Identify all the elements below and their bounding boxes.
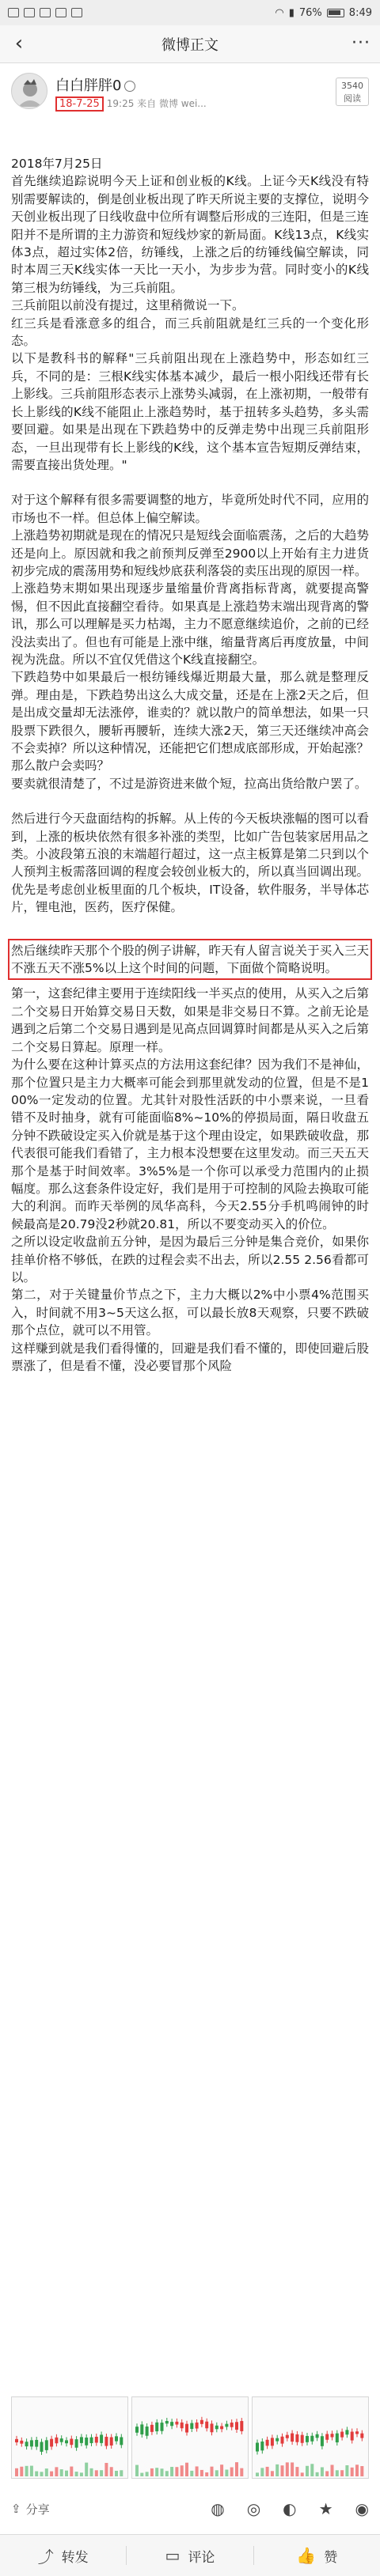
wifi-icon: ◠ bbox=[275, 6, 284, 19]
more-icon[interactable]: ··· bbox=[352, 33, 370, 53]
candle-body bbox=[271, 2438, 274, 2445]
candle-body bbox=[355, 2431, 359, 2434]
article-paragraph: 上涨趋势初期就是现在的情况只是短线会面临震荡，之后的大趋势还是向上。原因就和我之前预判反弹至2900以上开始有主力进货初步完成的震荡用势和短线炒底获利落袋的卖压出现的原因一样。 bbox=[11, 528, 369, 578]
volume-bar bbox=[295, 2467, 298, 2476]
volume-bar bbox=[55, 2467, 58, 2476]
share-button[interactable] bbox=[11, 2501, 50, 2517]
chart-thumb-2[interactable] bbox=[131, 2396, 249, 2479]
volume-bar bbox=[165, 2471, 169, 2476]
post-meta bbox=[55, 96, 207, 112]
article-paragraph: 第二，对于关键量价节点之下，主力大概以2%中小票4%范围买入，时间就不用3~5天这么抠，可以最长放8天观察，只要不跌破那个点位，就可以不用管。 bbox=[11, 1288, 369, 1338]
like-button[interactable] bbox=[254, 2546, 380, 2566]
candle-body bbox=[281, 2437, 284, 2444]
volume-bar bbox=[316, 2472, 319, 2476]
member-badge-icon bbox=[124, 81, 135, 92]
candle-body bbox=[215, 2426, 218, 2429]
volume-bar bbox=[170, 2467, 173, 2476]
post-date: 18-7-25 bbox=[55, 96, 104, 112]
status-bar bbox=[0, 0, 380, 25]
forward-icon: ⤴ bbox=[37, 2547, 54, 2567]
volume-bar bbox=[230, 2468, 234, 2476]
candle-body bbox=[30, 2440, 33, 2446]
battery-percent: 76% bbox=[298, 6, 322, 19]
volume-bar bbox=[85, 2463, 88, 2476]
weibo-icon bbox=[8, 8, 19, 17]
volume-bar bbox=[140, 2473, 143, 2476]
read-count-label: 阅读 bbox=[344, 93, 361, 104]
candle-body bbox=[331, 2434, 334, 2437]
volume-bar bbox=[75, 2472, 78, 2476]
like-icon: 👍 bbox=[296, 2546, 317, 2565]
signal-icon: ▮ bbox=[288, 6, 294, 19]
highlighted-note bbox=[8, 939, 372, 981]
candle-body bbox=[75, 2439, 78, 2448]
volume-bar bbox=[301, 2472, 304, 2476]
volume-bar bbox=[235, 2462, 238, 2476]
volume-bar bbox=[161, 2468, 164, 2476]
candle-body bbox=[351, 2432, 354, 2441]
author-name-text[interactable]: 白白胖胖0 bbox=[55, 78, 122, 94]
article-date: 2018年7月25日 bbox=[11, 157, 103, 171]
share-label: 分享 bbox=[25, 2502, 50, 2517]
volume-bar bbox=[25, 2466, 28, 2476]
volume-bar bbox=[325, 2471, 329, 2476]
spacer bbox=[11, 917, 369, 934]
volume-bar bbox=[211, 2467, 214, 2476]
avatar[interactable] bbox=[11, 73, 48, 109]
qq-icon[interactable]: ◐ bbox=[283, 2499, 297, 2518]
nav-bar bbox=[0, 25, 380, 63]
author-name[interactable] bbox=[55, 74, 135, 95]
volume-bar bbox=[260, 2468, 264, 2476]
candle-body bbox=[55, 2438, 58, 2443]
article-paragraph: 以下是教科书的解释"三兵前阻出现在上涨趋势中，形态如红三兵，不同的是：三根K线实体基本减少，最后一根小阳线还带有长上影线。三兵前阻形态表示上涨势头减弱，在上涨初期，一般带有长上影线的K线不能阻止上涨趋势时，基于扭转多头趋势，多头需要回避。如果是出现在下跌趋势中的反弹走势中出现三兵前阻形态，一旦出现带有长上影线的K线，这个基本宣告短期反弹结束，需要直接出货处理。" bbox=[11, 351, 369, 472]
candle-body bbox=[340, 2432, 344, 2438]
candle-body bbox=[135, 2427, 139, 2433]
comment-icon: ▭ bbox=[165, 2546, 180, 2565]
chart-thumb-1[interactable] bbox=[11, 2396, 128, 2479]
candle-body bbox=[230, 2423, 234, 2427]
volume-bar bbox=[185, 2463, 188, 2476]
candle-body bbox=[316, 2434, 319, 2438]
candle-body bbox=[360, 2434, 363, 2438]
volume-bar bbox=[321, 2467, 324, 2476]
email-icon bbox=[40, 8, 51, 17]
forward-label: 转发 bbox=[61, 2549, 89, 2566]
candle-body bbox=[260, 2442, 264, 2450]
candle-body bbox=[291, 2434, 294, 2442]
article-paragraph: 三兵前阻以前没有提过，这里稍微说一下。 bbox=[11, 298, 245, 313]
volume-bar bbox=[180, 2465, 184, 2476]
volume-bar bbox=[266, 2467, 269, 2476]
forward-button[interactable] bbox=[0, 2544, 126, 2567]
candle-body bbox=[200, 2420, 203, 2424]
article-paragraph: 然后进行今天盘面结构的拆解。从上传的今天板块涨幅的图可以看到，上涨的板块依然有很多补涨的类型，比如广告包装家居用品之类。小波段第五浪的末端超行超过，这一点主板算是第二只到以个人预判主板需落回调的程度会较创业板大的，所以真当回调出现。优先是考虑创业板里面的几个板块，IT设备，软件服务，半导体芯片，锂电池，医药，医疗保健。 bbox=[11, 811, 369, 915]
action-icons bbox=[211, 2499, 369, 2518]
volume-bar bbox=[200, 2470, 203, 2476]
candle-body bbox=[235, 2422, 238, 2430]
status-right bbox=[275, 7, 372, 19]
candle-body bbox=[180, 2423, 184, 2428]
volume-bar bbox=[340, 2470, 344, 2476]
candle-body bbox=[140, 2424, 143, 2434]
volume-bar bbox=[351, 2468, 354, 2476]
article-paragraph: 要卖就很清楚了，不过是游资进来做个短，拉高出货给散户罢了。 bbox=[11, 776, 367, 791]
volume-bar bbox=[95, 2470, 98, 2476]
volume-bar bbox=[220, 2464, 223, 2476]
status-time: 8:49 bbox=[348, 6, 372, 19]
volume-bar bbox=[190, 2471, 193, 2476]
volume-bar bbox=[15, 2468, 18, 2476]
volume-bar bbox=[271, 2471, 274, 2476]
volume-bar bbox=[175, 2467, 178, 2476]
qzone-icon[interactable]: ★ bbox=[318, 2499, 333, 2518]
volume-bar bbox=[110, 2467, 113, 2476]
article-paragraph: 首先继续追踪说明今天上证和创业板的K线。上证今天K线没有特别需要解读的，倒是创业板出现了昨天所说主要的支撑位，说明今天创业板出现了日线收盘中位所有调整后形成的三连阳，但是三连阳并不是所谓的主力游资和短线炒家的新局面。K线13点，K线实体3点，超过实体2倍，纺锤线，上涨之后的纺锤线偏空解读，同时本周三天K线实体一天比一天小，为步步为营。同时变小的K线第三根为纺锤线，为三兵前阻。 bbox=[11, 174, 369, 295]
candle-body bbox=[110, 2438, 113, 2445]
apps-icon bbox=[71, 8, 82, 17]
candle-body bbox=[196, 2423, 199, 2429]
candle-body bbox=[104, 2437, 108, 2446]
article-body bbox=[11, 155, 369, 1375]
volume-bar bbox=[155, 2468, 158, 2476]
volume-bar bbox=[276, 2464, 279, 2476]
candle-body bbox=[325, 2434, 329, 2440]
volume-bar bbox=[205, 2472, 208, 2476]
comment-label: 评论 bbox=[188, 2549, 215, 2566]
moments-icon[interactable]: ◎ bbox=[246, 2499, 261, 2518]
volume-bar bbox=[100, 2470, 103, 2476]
read-count-value: 3540 bbox=[341, 81, 363, 91]
article-paragraph: 之所以设定收盘前五分钟，是因为最后三分钟是集合竞价，如果你挂单价格不够低，在跌的过程会卖不出去，所以2.55 2.56看都可以。 bbox=[11, 1235, 369, 1284]
candle-body bbox=[286, 2435, 289, 2438]
candle-body bbox=[190, 2423, 193, 2429]
volume-bar bbox=[104, 2463, 108, 2476]
candle-body bbox=[256, 2443, 259, 2452]
read-count-badge bbox=[336, 78, 369, 106]
candle-body bbox=[25, 2442, 28, 2446]
volume-bar bbox=[45, 2468, 48, 2476]
article-paragraph: 下跌趋势中如果最后一根纺锤线爆近期最大量，那么就是整理反弹。理由是，下跌趋势出这么大成交量，还是在上涨2天之后，但是出成交量却无法涨停，谁卖的？就以散户的简单想法，如果一只股票下跌很久，腰斩再腰斩，连续大涨2天，第三天还继续冲高会不会卖掉？所以这种情况，还能把它们想成底部形成，开始起涨？那么散户会卖吗？ bbox=[11, 670, 369, 774]
candle-body bbox=[240, 2421, 243, 2431]
candle-body bbox=[85, 2438, 88, 2445]
candle-body bbox=[266, 2440, 269, 2446]
page-title: 微博正文 bbox=[162, 36, 218, 54]
like-label: 赞 bbox=[324, 2549, 338, 2566]
candle-body bbox=[90, 2438, 93, 2443]
status-left-icons bbox=[8, 8, 82, 17]
candle-body bbox=[35, 2440, 38, 2447]
candle-body bbox=[100, 2434, 103, 2442]
candle-body bbox=[15, 2439, 18, 2442]
candle-body bbox=[50, 2439, 53, 2447]
spacer bbox=[11, 792, 369, 810]
volume-bar bbox=[120, 2470, 123, 2476]
weibo-share-icon[interactable]: ◉ bbox=[355, 2499, 369, 2518]
candle-body bbox=[301, 2435, 304, 2443]
candle-body bbox=[175, 2422, 178, 2425]
volume-bar bbox=[281, 2465, 284, 2476]
volume-bar bbox=[215, 2470, 218, 2476]
article-paragraph: 这样赚到就是我们看得懂的，回避是我们看不懂的，即使回避后股票涨了，但是看不懂，没必要冒那个风险 bbox=[11, 1341, 369, 1373]
candle-body bbox=[20, 2441, 23, 2444]
image-icon bbox=[24, 8, 35, 17]
candle-body bbox=[65, 2440, 68, 2443]
wechat-icon[interactable]: ◍ bbox=[211, 2499, 225, 2518]
chart-thumb-3[interactable] bbox=[252, 2396, 369, 2479]
volume-bar bbox=[345, 2465, 348, 2476]
volume-bar bbox=[286, 2462, 289, 2476]
candle-body bbox=[70, 2439, 73, 2445]
candle-body bbox=[276, 2438, 279, 2442]
candle-body bbox=[115, 2436, 118, 2441]
volume-bar bbox=[146, 2472, 149, 2476]
volume-bar bbox=[355, 2464, 359, 2476]
volume-bar bbox=[35, 2472, 38, 2476]
volume-bar bbox=[196, 2466, 199, 2476]
volume-bar bbox=[30, 2466, 33, 2476]
volume-bar bbox=[225, 2470, 228, 2476]
candle-body bbox=[336, 2434, 339, 2442]
volume-bar bbox=[40, 2472, 44, 2476]
candle-body bbox=[40, 2442, 44, 2451]
candle-body bbox=[165, 2421, 169, 2423]
volume-bar bbox=[65, 2471, 68, 2476]
candle-body bbox=[295, 2434, 298, 2442]
candle-body bbox=[170, 2422, 173, 2426]
article-paragraph: 对于这个解释有很多需要调整的地方，毕竟所处时代不同，应用的市场也不一样。但总体上偏空解读。 bbox=[11, 493, 369, 525]
candle-body bbox=[161, 2423, 164, 2431]
volume-bar bbox=[60, 2469, 63, 2476]
volume-bar bbox=[310, 2464, 314, 2476]
volume-bar bbox=[360, 2466, 363, 2476]
candle-body bbox=[310, 2436, 314, 2442]
volume-bar bbox=[256, 2472, 259, 2476]
candle-body bbox=[146, 2427, 149, 2436]
candle-body bbox=[155, 2423, 158, 2431]
comment-button[interactable] bbox=[127, 2546, 253, 2566]
candle-body bbox=[205, 2422, 208, 2429]
volume-bar bbox=[240, 2468, 243, 2476]
action-row bbox=[0, 2491, 380, 2526]
candle-body bbox=[225, 2424, 228, 2427]
volume-bar bbox=[90, 2468, 93, 2476]
post-source: 19:25 来自 微博 wei... bbox=[106, 98, 207, 109]
volume-bar bbox=[306, 2466, 309, 2476]
volume-bar bbox=[336, 2470, 339, 2476]
volume-bar bbox=[20, 2467, 23, 2476]
candle-body bbox=[306, 2436, 309, 2442]
bottom-bar bbox=[0, 2534, 380, 2576]
share-icon: ⇪ bbox=[11, 2502, 21, 2516]
article-paragraph: 第一，这套纪律主要用于连续阳线一半买点的使用，从买入之后第二个交易日开始算交易日天数，如果是非交易日不算。之前无论是遇到之后第二个交易日遇到是见高点回调算时间都是从买入之后第二个交易日算起。原理一样。 bbox=[11, 986, 369, 1054]
article-paragraph: 红三兵是看涨意多的组合，而三兵前阻就是红三兵的一个变化形态。 bbox=[11, 316, 369, 349]
volume-bar bbox=[135, 2465, 139, 2476]
highlighted-text: 然后继续昨天那个个股的例子讲解，昨天有人留言说关于买入三天不涨五天不涨5%以上这个时间的问题，下面做个简略说明。 bbox=[11, 943, 369, 976]
candle-body bbox=[120, 2437, 123, 2445]
volume-bar bbox=[150, 2468, 154, 2476]
candle-body bbox=[60, 2438, 63, 2442]
volume-bar bbox=[70, 2467, 73, 2476]
volume-bar bbox=[80, 2472, 83, 2476]
candle-body bbox=[150, 2425, 154, 2432]
battery-icon bbox=[327, 9, 344, 17]
article-paragraph: 上涨趋势末期如果出现逐步量缩量价背离指标背离，就要提高警惕，但不因此直接翻空看待。如果真是上涨趋势末端出现背离的警讯，那么可以理解是买力枯竭，主力不愿意继续追价，之前的已经没法卖出了。但也有可能是上涨中继，缩量背离后再度放量，中间视为洗盘。所以不宜仅凭借这个K线直接翻空。 bbox=[11, 581, 369, 667]
candle-body bbox=[321, 2436, 324, 2446]
candle-body bbox=[45, 2440, 48, 2450]
candle-body bbox=[211, 2423, 214, 2432]
spacer bbox=[11, 474, 369, 491]
candle-body bbox=[95, 2437, 98, 2443]
article-paragraph: 为什么要在这种计算买点的方法用这套纪律？因为我们不是神仙，那个位置只是主力大概率可能会到那里就发动的位置，但是不是100%一定发动的位置。尤其针对股性活跃的中小票来说，一旦看错不及时抽身，就有可能面临8%~10%的停损局面，隔日收盘五分钟不跌破设定买入价就是基于这个理由设定，如果跌破收盘，那代表很可能我们看错了，主力根本没想要在这里发动。而三天五天那个是基于时间效率。3%5%是一个你可以承受力范围内的止损幅度。那么这套条件设定好，我们是用于可控制的风险去换取可能大的利润。而昨天举例的凤华高科，今天2.55分手机鸣闹钟的时候最高是20.79没2秒就20.81，所以不要变动买入的价位。 bbox=[11, 1057, 369, 1231]
volume-bar bbox=[50, 2472, 53, 2476]
volume-bar bbox=[331, 2464, 334, 2476]
candle-body bbox=[220, 2427, 223, 2430]
volume-bar bbox=[291, 2462, 294, 2476]
candle-body bbox=[80, 2437, 83, 2443]
post-header bbox=[11, 73, 369, 136]
candle-body bbox=[345, 2430, 348, 2434]
back-icon[interactable]: ‹ bbox=[14, 32, 24, 55]
usb-icon bbox=[55, 8, 66, 17]
candle-body bbox=[185, 2424, 188, 2433]
chart-images-row bbox=[11, 2396, 369, 2479]
volume-bar bbox=[115, 2471, 118, 2476]
